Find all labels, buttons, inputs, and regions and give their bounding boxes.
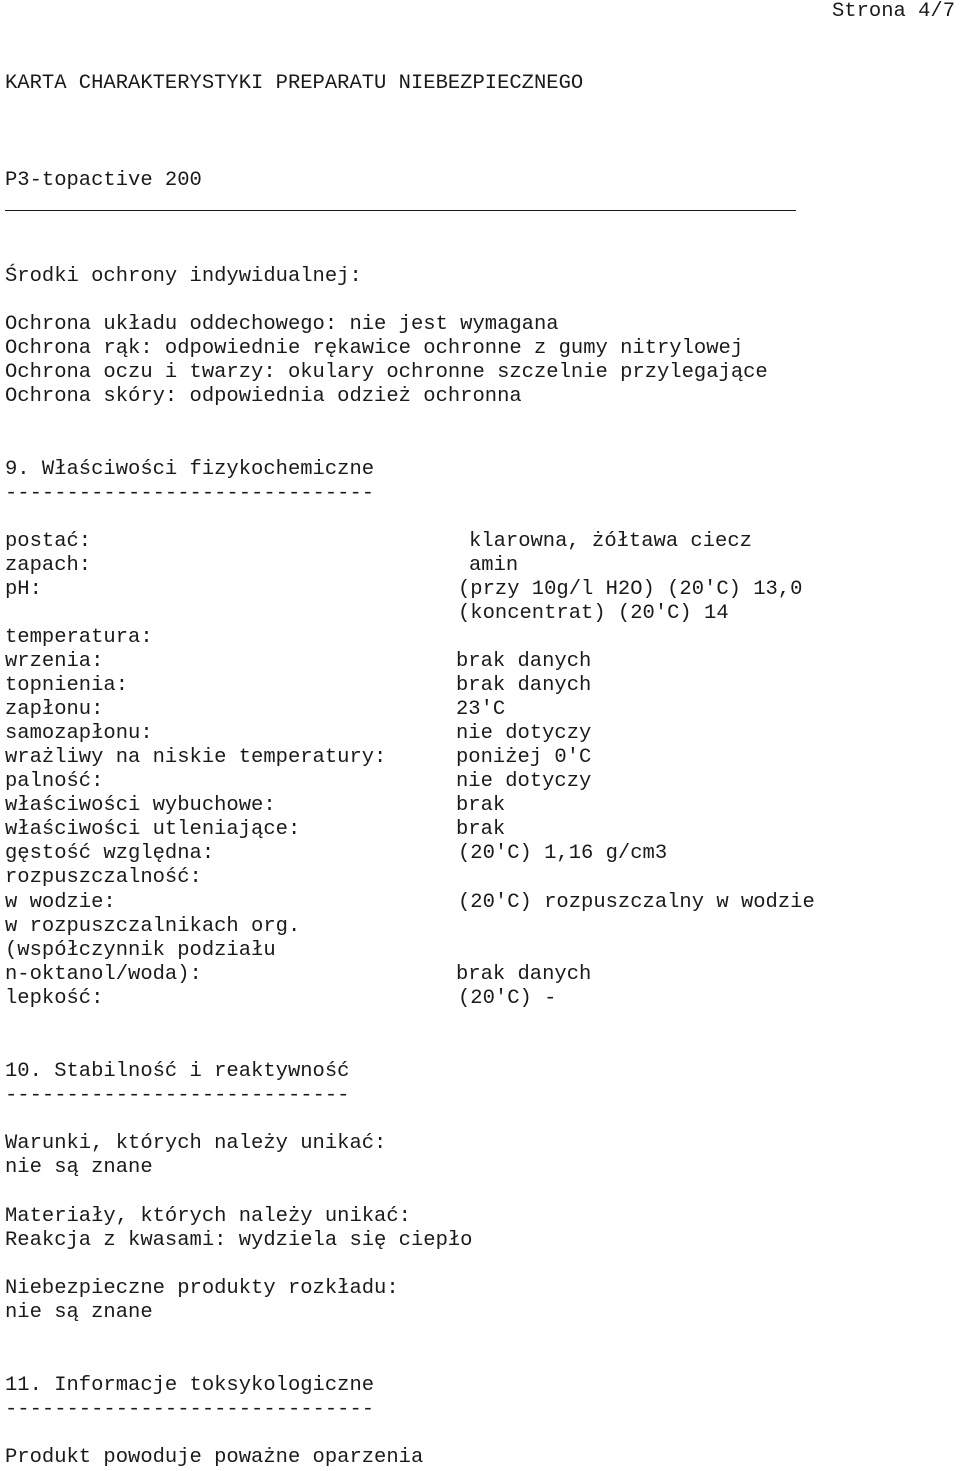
property-label: pH: <box>5 578 42 601</box>
property-label: właściwości utleniające: <box>5 818 301 841</box>
property-label: n-oktanol/woda): <box>5 963 202 986</box>
property-label: postać: <box>5 530 92 553</box>
decomposition-value: nie są znane <box>5 1301 153 1324</box>
property-label: palność: <box>5 770 104 793</box>
property-label: topnienia: <box>5 674 129 697</box>
property-label: lepkość: <box>5 987 104 1010</box>
protection-hands: Ochrona rąk: odpowiednie rękawice ochronne z gumy nitrylowej <box>5 337 744 360</box>
protection-skin: Ochrona skóry: odpowiednia odzież ochronna <box>5 385 522 408</box>
property-label: samozapłonu: <box>5 722 153 745</box>
property-value: brak <box>456 818 506 841</box>
section-11-heading: 11. Informacje toksykologiczne <box>5 1374 375 1397</box>
protection-respiratory: Ochrona układu oddechowego: nie jest wymagana <box>5 313 559 336</box>
property-label: właściwości wybuchowe: <box>5 794 276 817</box>
product-name: P3-topactive 200 <box>5 169 202 192</box>
property-value: 23'C <box>456 698 506 721</box>
property-label: gęstość względna: <box>5 842 215 865</box>
property-value: brak danych <box>456 963 592 986</box>
property-value: (20'C) - <box>458 987 557 1010</box>
property-label: (współczynnik podziału <box>5 939 276 962</box>
toxicology-statement: Produkt powoduje poważne oparzenia <box>5 1446 424 1469</box>
materials-value: Reakcja z kwasami: wydziela się ciepło <box>5 1229 473 1252</box>
property-label: w wodzie: <box>5 891 116 914</box>
section-9-underline: ------------------------------ <box>5 482 375 505</box>
section-10-heading: 10. Stabilność i reaktywność <box>5 1060 350 1083</box>
property-value: brak danych <box>456 650 592 673</box>
protection-eyes: Ochrona oczu i twarzy: okulary ochronne szczelnie przylegające <box>5 361 768 384</box>
decomposition-heading: Niebezpieczne produkty rozkładu: <box>5 1277 399 1300</box>
property-value: (koncentrat) (20'C) 14 <box>458 602 729 625</box>
conditions-heading: Warunki, których należy unikać: <box>5 1132 387 1155</box>
section-9-heading: 9. Właściwości fizykochemiczne <box>5 458 375 481</box>
protection-heading: Środki ochrony indywidualnej: <box>5 265 362 288</box>
materials-heading: Materiały, których należy unikać: <box>5 1205 411 1228</box>
property-value: nie dotyczy <box>456 722 592 745</box>
property-value: klarowna, żółtawa ciecz <box>469 530 752 553</box>
property-label: zapach: <box>5 554 92 577</box>
property-value: (20'C) rozpuszczalny w wodzie <box>458 891 815 914</box>
document-title: KARTA CHARAKTERYSTYKI PREPARATU NIEBEZPIECZNEGO <box>5 72 584 95</box>
property-label: rozpuszczalność: <box>5 866 202 889</box>
conditions-value: nie są znane <box>5 1156 153 1179</box>
section-11-underline: ------------------------------ <box>5 1398 375 1421</box>
property-label: zapłonu: <box>5 698 104 721</box>
section-10-underline: ---------------------------- <box>5 1084 350 1107</box>
property-value: poniżej 0'C <box>456 746 592 769</box>
property-value: brak <box>456 794 506 817</box>
property-value: nie dotyczy <box>456 770 592 793</box>
property-value: (20'C) 1,16 g/cm3 <box>458 842 668 865</box>
page-number: Strona 4/7 <box>832 0 956 23</box>
header-rule <box>5 210 796 211</box>
property-label: wrażliwy na niskie temperatury: <box>5 746 387 769</box>
property-value: brak danych <box>456 674 592 697</box>
property-value: amin <box>469 554 519 577</box>
property-label: wrzenia: <box>5 650 104 673</box>
property-value: (przy 10g/l H2O) (20'C) 13,0 <box>458 578 803 601</box>
property-label: temperatura: <box>5 626 153 649</box>
property-label: w rozpuszczalnikach org. <box>5 915 301 938</box>
